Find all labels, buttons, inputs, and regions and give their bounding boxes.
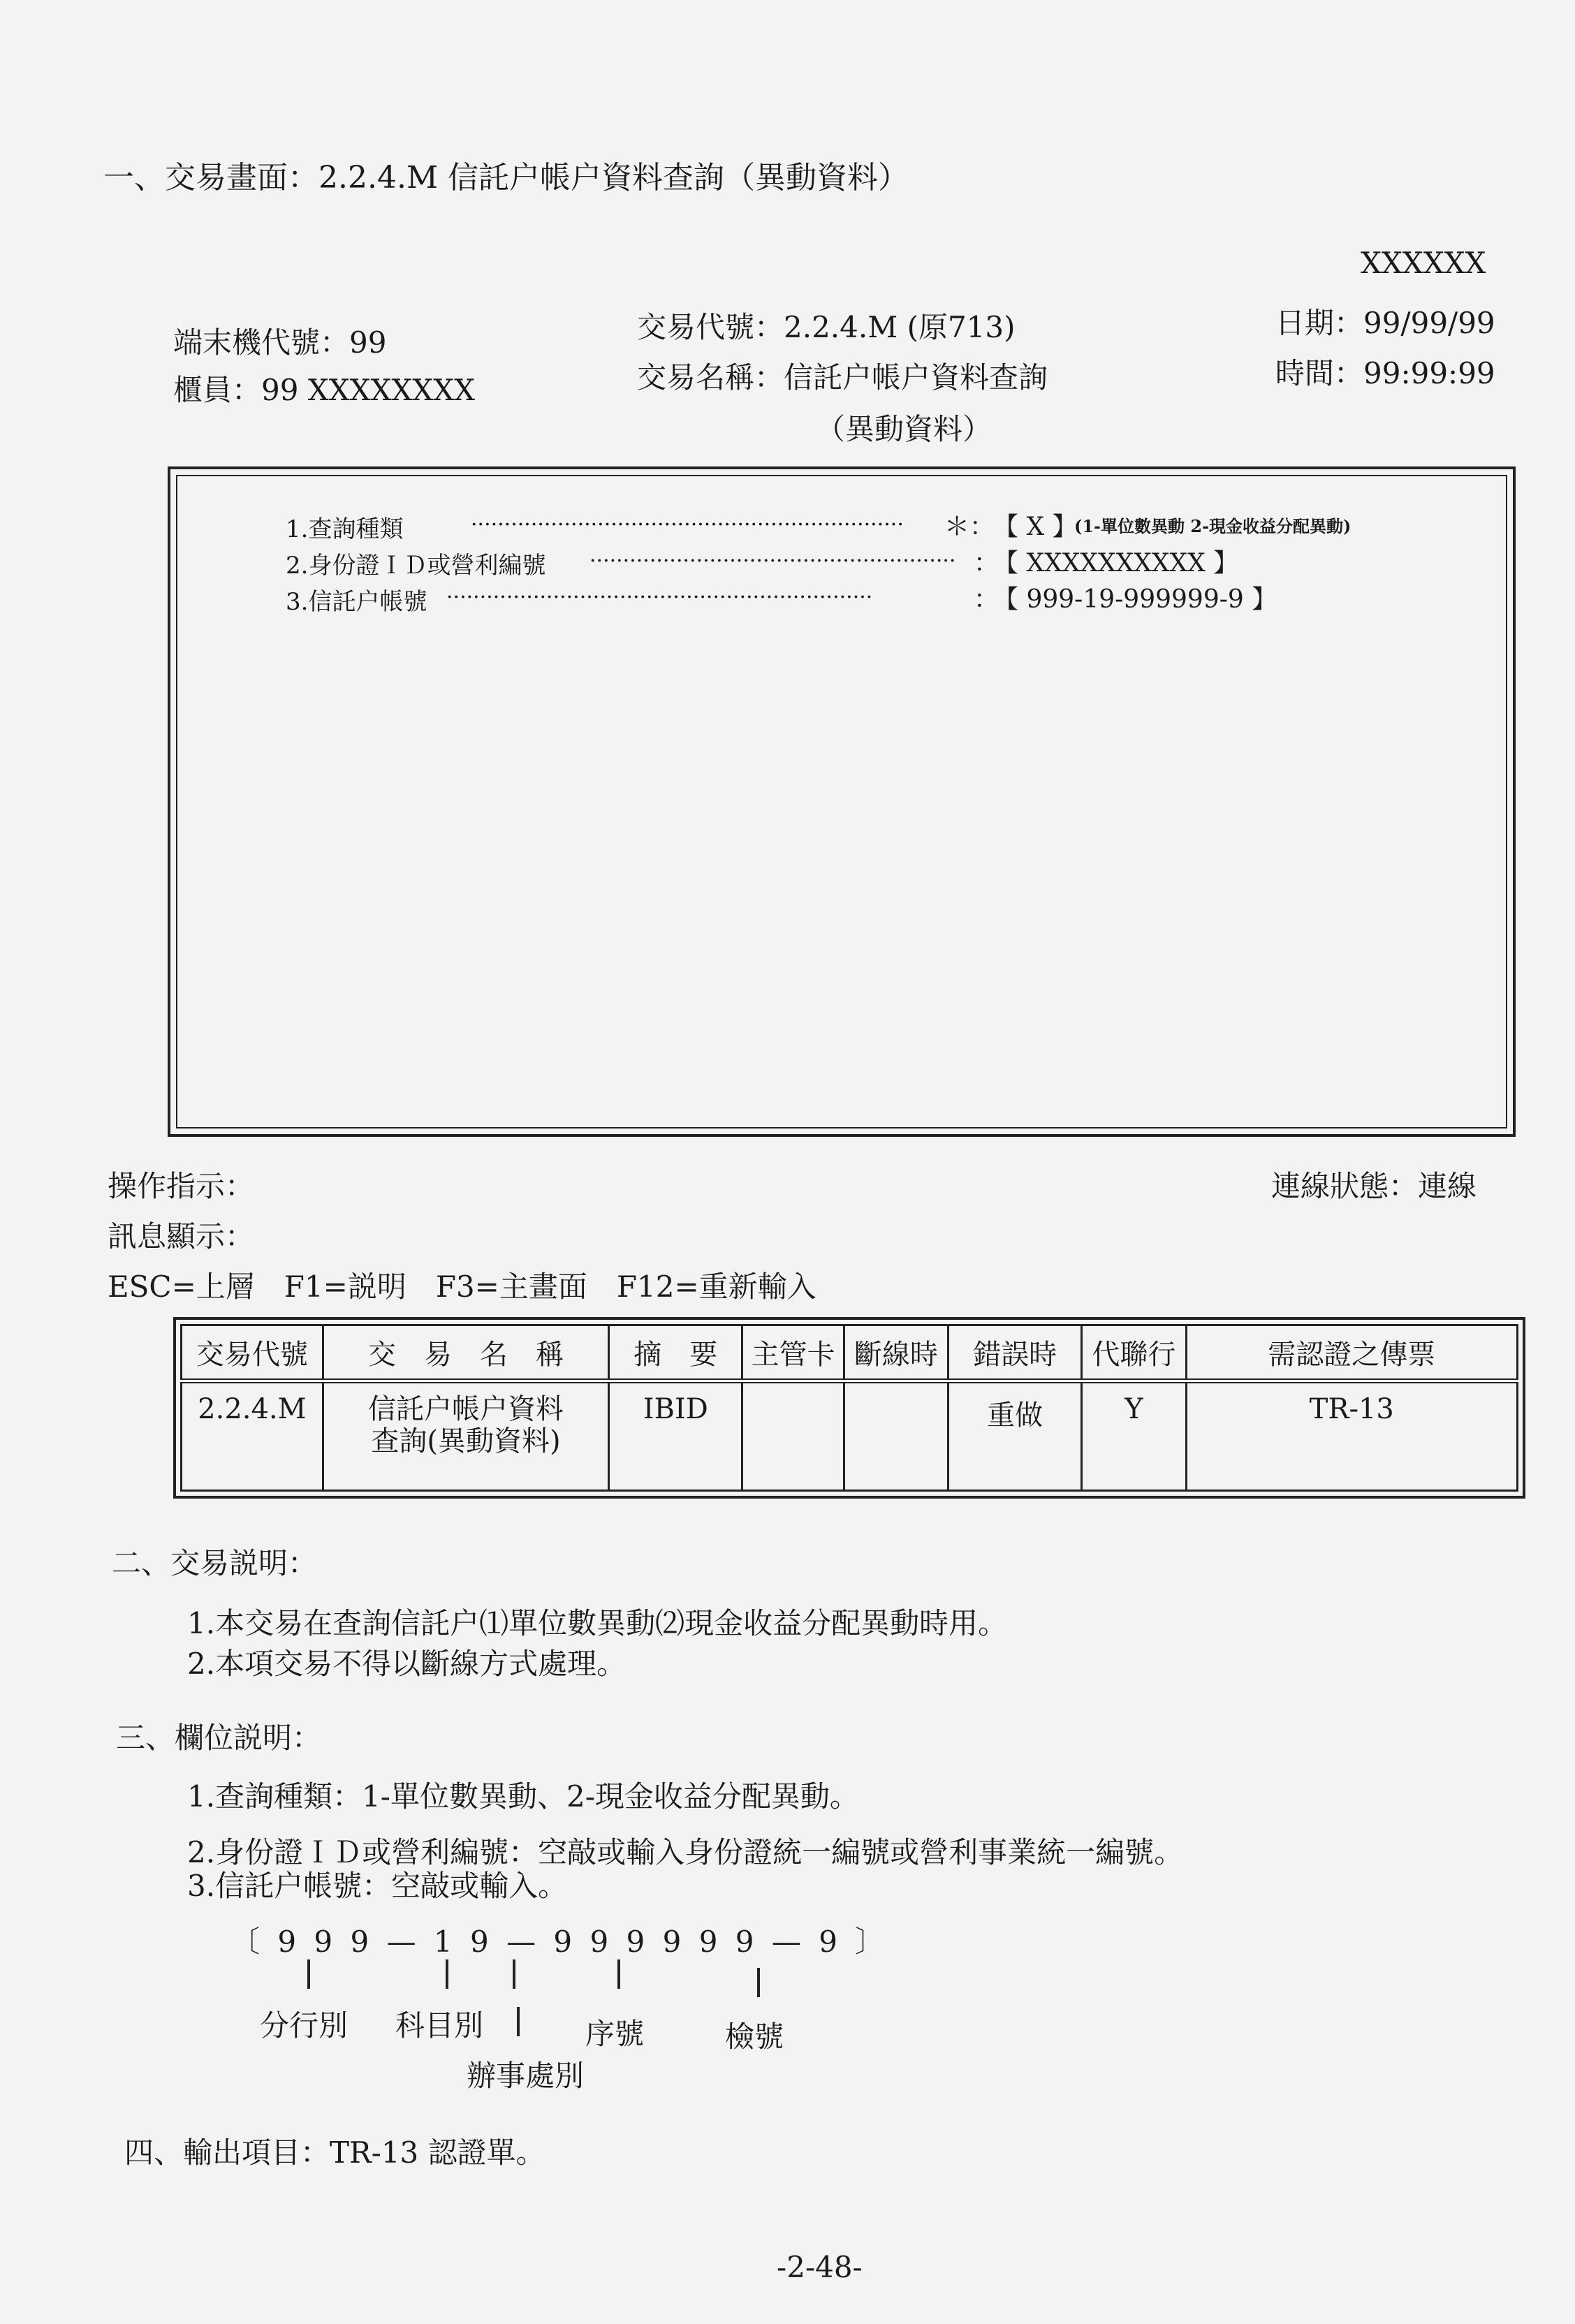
col-header: 斷線時	[844, 1325, 948, 1381]
field-account-number-dots: ································································	[446, 585, 873, 610]
field-id-number: 2.身份證ＩＤ或營利編號	[286, 552, 546, 580]
connection-status: 連線狀態：連線	[1271, 1169, 1477, 1203]
query-type-input[interactable]: 【 X 】	[993, 513, 1078, 541]
col-header: 摘 要	[609, 1325, 742, 1381]
label-office: 辦事處別	[467, 2059, 585, 2093]
transaction-name-cont: （異動資料）	[816, 412, 992, 446]
section4-heading: 四、輸出項目：TR-13 認證單。	[124, 2135, 545, 2170]
screen-id: XXXXXX	[1361, 246, 1486, 280]
serial-divider	[617, 1959, 620, 1989]
label-serial: 序號	[585, 2017, 645, 2051]
section3-item: 1.查詢種類：1-單位數異動、2-現金收益分配異動。	[187, 1779, 859, 1814]
table-row	[182, 1381, 1518, 1491]
query-type-hint: (1-單位數異動 2-現金收益分配異動)	[1074, 516, 1351, 536]
transaction-code: 交易代號：2.2.4.M (原713)	[637, 310, 1016, 344]
subject-divider	[446, 1959, 448, 1989]
table-cell: Y	[1082, 1381, 1186, 1491]
teller-id: 櫃員：99 XXXXXXXX	[173, 373, 475, 407]
col-header: 需認證之傳票	[1186, 1325, 1517, 1381]
table-header-row	[182, 1325, 1518, 1381]
summary-table-frame	[173, 1317, 1525, 1499]
check-divider	[757, 1968, 760, 1997]
message-display: 訊息顯示：	[108, 1219, 255, 1253]
summary-table	[180, 1324, 1518, 1492]
office-divider-lower	[517, 2007, 520, 2036]
field-query-type: 1.查詢種類	[286, 515, 404, 543]
operation-instruction: 操作指示：	[108, 1169, 255, 1203]
table-cell: 重做	[948, 1381, 1082, 1491]
table-cell	[742, 1381, 844, 1491]
screen-frame	[168, 466, 1516, 1137]
terminal-id: 端末機代號：99	[173, 325, 387, 360]
section3-heading: 三、欄位説明：	[116, 1721, 322, 1755]
section2-item: 1.本交易在查詢信託户⑴單位數異動⑵現金收益分配異動時用。	[187, 1606, 1008, 1640]
section3-item: 2.身份證ＩＤ或營利編號：空敲或輸入身份證統一編號或營利事業統一編號。	[187, 1835, 1184, 1869]
col-header: 錯誤時	[948, 1325, 1082, 1381]
col-header: 交易代號	[182, 1325, 323, 1381]
branch-divider	[307, 1959, 310, 1989]
col-header: 代聯行	[1082, 1325, 1186, 1381]
field-query-type-dots: ·································································	[471, 513, 904, 537]
field-query-type-mark: ＊：	[944, 513, 995, 541]
time-display: 時間：99:99:99	[1275, 356, 1495, 390]
table-cell: 信託户帳户資料 查詢(異動資料)	[323, 1381, 608, 1491]
table-cell	[844, 1381, 948, 1491]
office-divider	[513, 1959, 515, 1989]
function-keys: ESC=上層 F1=説明 F3=主畫面 F12=重新輸入	[108, 1270, 816, 1304]
label-branch: 分行別	[260, 2008, 349, 2043]
page-number: -2-48-	[777, 2250, 863, 2284]
table-cell: IBID	[609, 1381, 742, 1491]
section1-heading: 一、交易畫面：2.2.4.M 信託户帳户資料查詢（異動資料）	[103, 160, 909, 196]
account-format: 〔 9 9 9 — 1 9 — 9 9 9 9 9 9 — 9 〕	[230, 1925, 889, 1959]
label-subject: 科目別	[395, 2008, 484, 2043]
date-display: 日期：99/99/99	[1275, 306, 1495, 340]
field-id-number-dots: ·······················································	[589, 549, 956, 573]
table-cell: TR-13	[1186, 1381, 1517, 1491]
field-id-number-mark: ：	[974, 549, 999, 578]
col-header: 交 易 名 稱	[323, 1325, 608, 1381]
field-account-number-mark: ：	[974, 585, 999, 614]
section2-item: 2.本項交易不得以斷線方式處理。	[187, 1647, 627, 1681]
table-cell: 2.2.4.M	[182, 1381, 323, 1491]
col-header: 主管卡	[742, 1325, 844, 1381]
label-check: 檢號	[725, 2020, 784, 2054]
field-account-number: 3.信託户帳號	[286, 588, 427, 616]
transaction-name: 交易名稱：信託户帳户資料查詢	[637, 360, 1048, 395]
id-number-input[interactable]: 【 XXXXXXXXXX 】	[993, 549, 1239, 578]
account-number-input[interactable]: 【 999-19-999999-9 】	[993, 585, 1277, 614]
section2-heading: 二、交易説明：	[112, 1546, 318, 1580]
section3-item: 3.信託户帳號：空敲或輸入。	[187, 1869, 568, 1903]
